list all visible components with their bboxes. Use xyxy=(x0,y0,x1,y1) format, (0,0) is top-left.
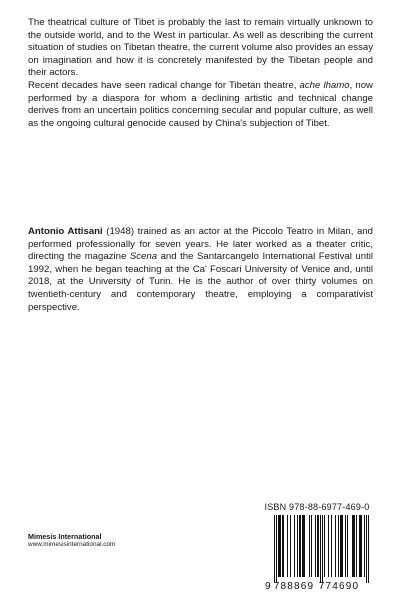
barcode-bar xyxy=(276,515,277,583)
bio-magazine-title: Scena xyxy=(129,251,158,263)
barcode-bar xyxy=(315,515,316,577)
barcode-bar xyxy=(335,515,336,577)
isbn-block xyxy=(262,502,372,591)
barcode-bar xyxy=(311,515,312,577)
barcode-digits-left: 788869 xyxy=(273,581,315,591)
barcode-bar xyxy=(356,515,357,577)
blurb-paragraph-2 xyxy=(28,80,373,130)
barcode-bar xyxy=(300,515,301,577)
barcode-bar xyxy=(322,515,323,583)
barcode-bar xyxy=(299,515,300,577)
barcode-bar xyxy=(302,515,303,577)
barcode-bar xyxy=(353,515,354,577)
blurb-p2-start: Recent decades have seen radical change for Tibetan theatre, xyxy=(28,79,300,91)
author-name: Antonio Attisani xyxy=(28,226,103,237)
barcode-bar xyxy=(360,515,361,577)
barcode-bar xyxy=(274,515,275,583)
barcode-bar xyxy=(279,515,280,577)
barcode-bar xyxy=(368,515,369,583)
blurb-paragraph-1: The theatrical culture of Tibet is probably the last to remain virtually unknown to the outside world, and to the West in particular. As well as describing the current situation of studies on Tibetan theatre, the current volume also provides an essay on imagination and how it is concretely manifested by the Tibetan people and their actors. xyxy=(28,17,373,79)
barcode-bar xyxy=(287,515,288,577)
barcode-bar xyxy=(318,515,319,577)
barcode-bar xyxy=(328,515,329,577)
barcode-digit-first: 9 xyxy=(265,581,271,591)
blurb-p2-italic-term: ache lhamo xyxy=(299,79,350,91)
publisher-name: Mimesis International xyxy=(28,532,102,541)
barcode-bar xyxy=(347,515,348,577)
barcode-bar xyxy=(283,515,284,577)
barcode-digits-right: 774690 xyxy=(318,581,360,591)
bio-text-2: and the Santarcangelo International Festival until 1992, when he began teaching at the Ca' Foscari University of Venice and, until 2018, at the University of Turin. He is the author of over thirty volumes on twentieth-century and contemporary theatre, employing a comparativist perspective. xyxy=(28,251,373,313)
barcode-bar xyxy=(324,515,325,577)
isbn-label: ISBN 978-88-6977-469-0 xyxy=(264,502,370,512)
bio-text-1: (1948) trained as an actor at the Piccolo Teatro in Milan, and performed professionally for seven years. He later worked as a theater critic, directing the magazine xyxy=(28,226,373,263)
barcode-bar xyxy=(317,515,318,577)
barcode-bar xyxy=(303,515,304,577)
barcode-bars xyxy=(274,515,369,583)
barcode-bar xyxy=(340,515,341,577)
barcode xyxy=(262,515,372,591)
barcode-bar xyxy=(338,515,339,577)
publisher-website: www.mimesisinternational.com xyxy=(28,541,116,548)
back-cover-blurb xyxy=(28,17,373,130)
barcode-bar xyxy=(359,515,360,577)
barcode-bar xyxy=(366,515,367,583)
barcode-bar xyxy=(342,515,343,577)
blurb-p2-end: , now performed by a diaspora for whom a declining artistic and technical change derives from an uncertain politics concerning secular and popular culture, as well as the ongoing cultural genocide caused by China's subjection of Tibet. xyxy=(28,79,373,129)
barcode-bar xyxy=(354,515,355,577)
barcode-bar xyxy=(331,515,332,577)
barcode-bar xyxy=(294,515,295,577)
barcode-bar xyxy=(352,515,353,577)
barcode-bar xyxy=(341,515,342,577)
barcode-bar xyxy=(278,515,279,577)
barcode-bar xyxy=(304,515,305,577)
publisher-block xyxy=(28,532,228,549)
barcode-bar xyxy=(320,515,321,583)
barcode-bar xyxy=(280,515,281,577)
author-bio xyxy=(28,226,373,314)
barcode-bar xyxy=(309,515,310,577)
barcode-bar xyxy=(364,515,365,577)
barcode-bar xyxy=(361,515,362,577)
barcode-bar xyxy=(282,515,283,577)
barcode-bar xyxy=(297,515,298,577)
barcode-bar xyxy=(290,515,291,577)
barcode-bar xyxy=(345,515,346,577)
